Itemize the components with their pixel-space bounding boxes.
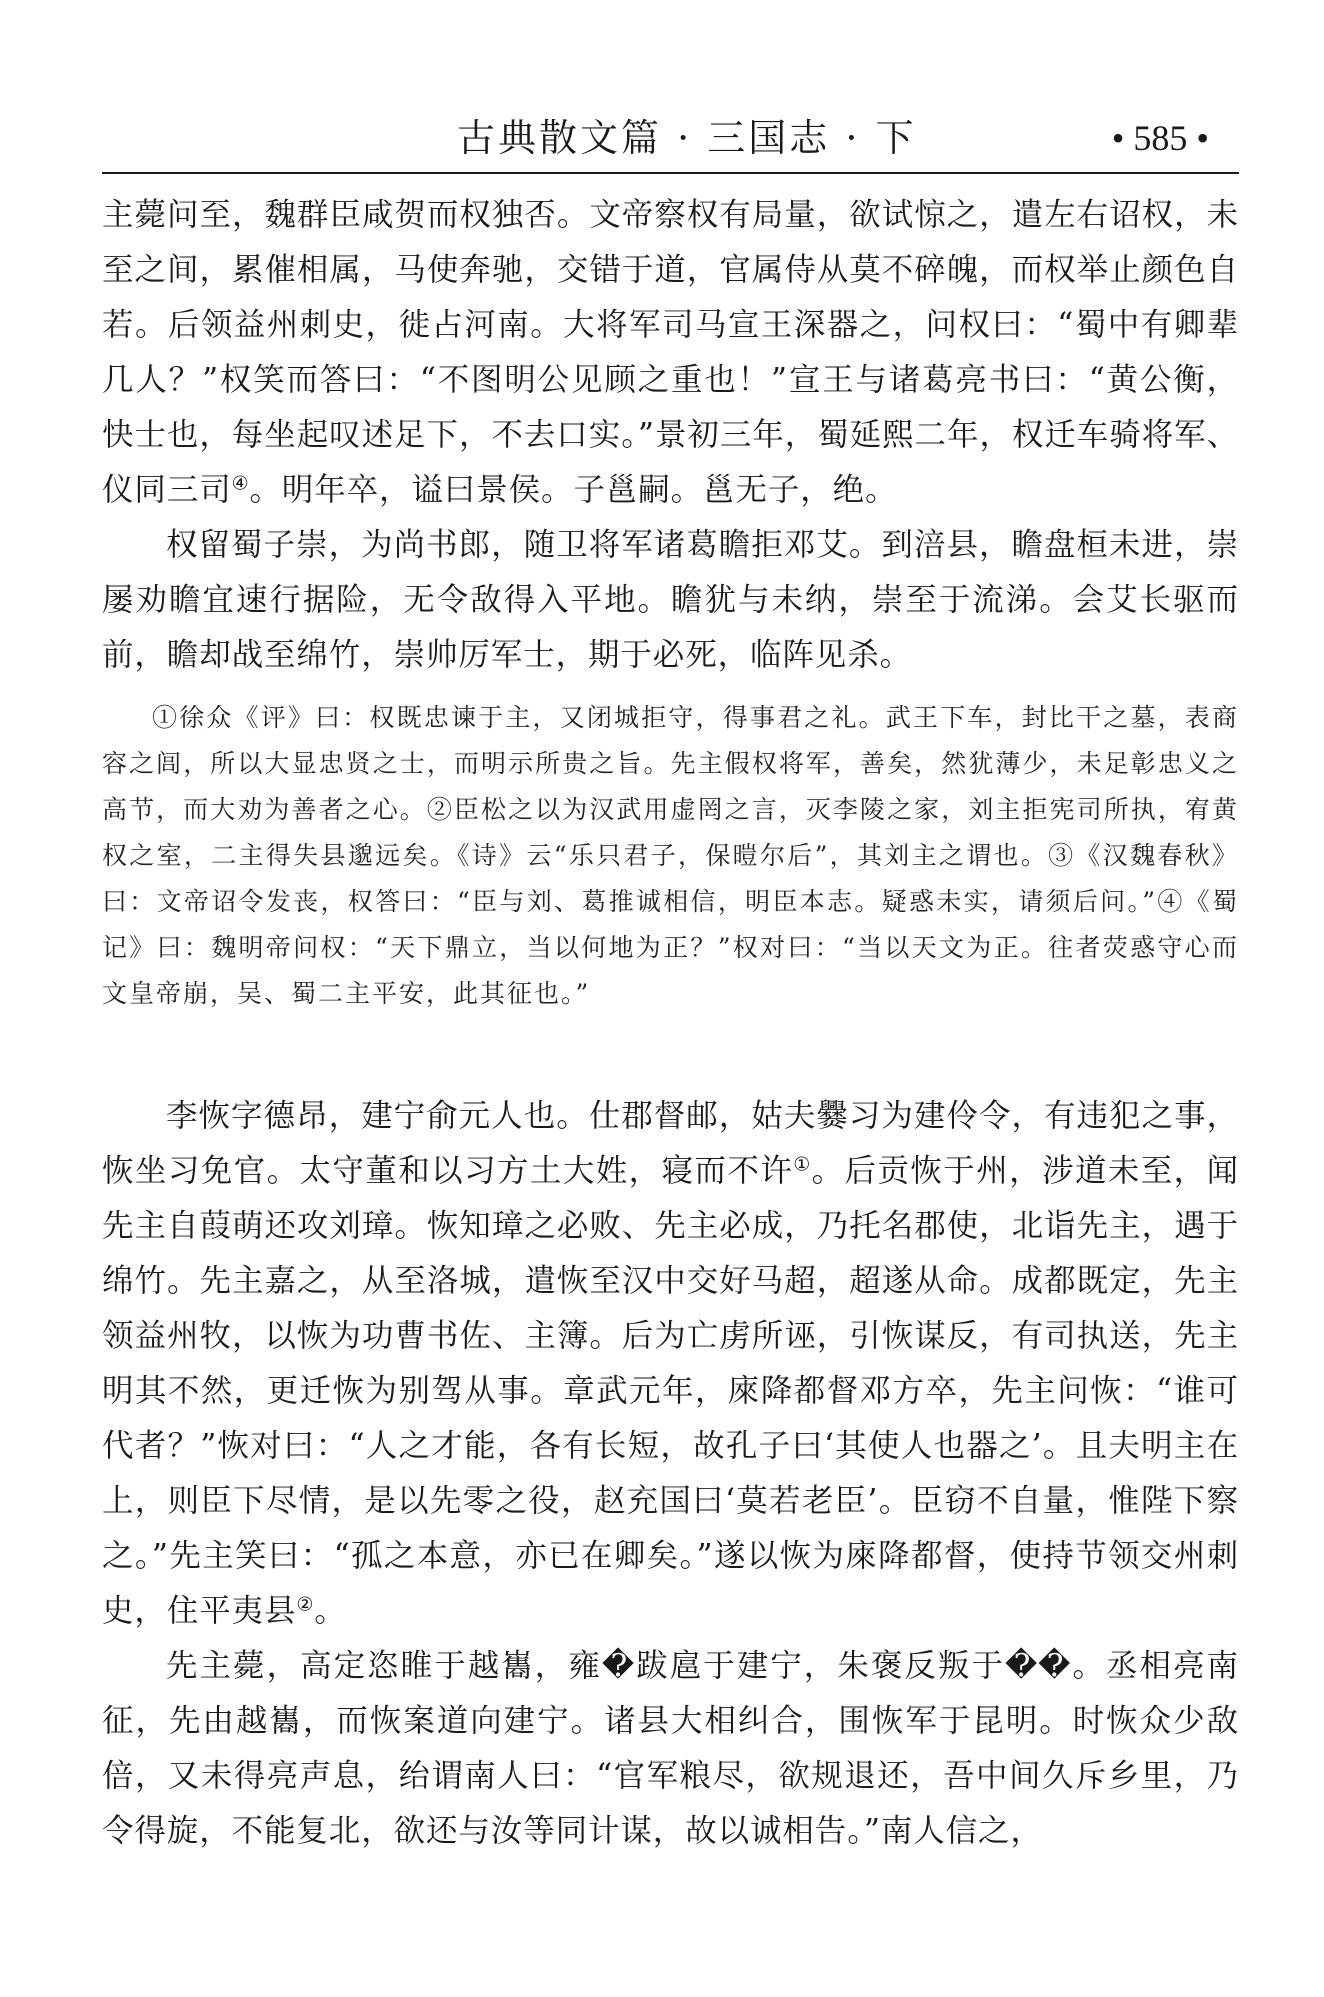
paragraph-li-hui-intro	[102, 1089, 1239, 1639]
footnote-marker: ①	[793, 1153, 812, 1176]
paragraph-southern-campaign: 先主薨，高定恣睢于越巂，雍�跋扈于建宁，朱褒反叛于��。丞相亮南征，先由越巂，而恢案道向建宁。诸县大相纠合，围恢军于昆明。时恢众少敌倍，又未得亮声息，绐谓南人曰：“官军粮尽，欲规退还，吾中间久斥乡里，乃令得旋，不能复北，欲还与汝等同计谋，故以诚相告。”南人信之，	[102, 1648, 1239, 1849]
annotation-block: ①徐众《评》曰：权既忠谏于主，又闭城拒守，得事君之礼。武王下车，封比干之墓，表商容之闾，所以大显忠贤之士，而明示所贵之旨。先主假权将军，善矣，然犹薄少，未足彰忠义之高节，而大劝为善者之心。②臣松之以为汉武用虚罔之言，灭李陵之家，刘主拒宪司所执，宥黄权之室，二主得失县邈远矣。《诗》云“乐只君子，保暟尔后”，其刘主之谓也。③《汉魏春秋》曰：文帝诏令发丧，权答曰：“臣与刘、葛推诚相信，明臣本志。疑惑未实，请须后问。”④《蜀记》曰：魏明帝问权：“天下鼎立，当以何地为正？”权对曰：“当以天文为正。往者荧惑守心而文皇帝崩，吴、蜀二主平安，此其征也。”	[102, 703, 1239, 1008]
paragraph-huang-quan-end	[102, 188, 1239, 518]
footnote-marker: ④	[231, 472, 250, 495]
text-run: 。明年卒，谥曰景侯。子邕嗣。邕无子，绝。	[249, 472, 898, 508]
text-run: 。后贡恢于州，涉道未至，闻先主自葭萌还攻刘璋。恢知璋之必败、先主必成，乃托名郡使，北诣先主，遇于绵竹。先主嘉之，从至洛城，遣恢至汉中交好马超，超遂从命。成都既定，先主领益州牧，以恢为功曹书佐、主簿。后为亡虏所诬，引恢谋反，有司执送，先主明其不然，更迁恢为别驾从事。章武元年，庲降都督邓方卒，先主问恢：“谁可代者？”恢对曰：“人之才能，各有长短，故孔子曰‘其使人也器之’。且夫明主在上，则臣下尽情，是以先零之役，赵充国曰‘莫若老臣’。臣窃不自量，惟陛下察之。”先主笑曰：“孤之本意，亦已在卿矣。”遂以恢为庲降都督，使持节领交州刺史，住平夷县	[102, 1153, 1240, 1629]
section-gap	[102, 1017, 1239, 1089]
paragraph-huang-chong: 权留蜀子崇，为尚书郎，随卫将军诸葛瞻拒邓艾。到涪县，瞻盘桓未进，崇屡劝瞻宜速行据险，无令敌得入平地。瞻犹与未纳，崇至于流涕。会艾长驱而前，瞻却战至绵竹，崇帅厉军士，期于必死，临阵见杀。	[102, 527, 1239, 673]
page-number: • 585 •	[1111, 118, 1209, 158]
page-body	[102, 188, 1239, 1859]
running-head: 古典散文篇 · 三国志 · 下	[457, 116, 917, 160]
text-run: 。	[314, 1593, 347, 1629]
text-run: 主薨问至，魏群臣咸贺而权独否。文帝察权有局量，欲试惊之，遣左右诏权，未至之间，累催相属，马使奔驰，交错于道，官属侍从莫不碎魄，而权举止颜色自若。后领益州刺史，徙占河南。大将军司马宣王深器之，问权曰：“蜀中有卿辈几人？”权笑而答曰：“不图明公见顾之重也！”宣王与诸葛亮书曰：“黄公衡，快士也，每坐起叹述足下，不去口实。”景初三年，蜀延熙二年，权迁车骑将军、仪同三司	[102, 197, 1239, 508]
page-header	[102, 110, 1239, 174]
footnote-marker: ②	[296, 1593, 315, 1616]
text-run: 李恢字德昂，建宁俞元人也。仕郡督邮，姑夫爨习为建伶令，有违犯之事，恢坐习免官。太守董和以习方土大姓，寝而不许	[102, 1098, 1239, 1189]
